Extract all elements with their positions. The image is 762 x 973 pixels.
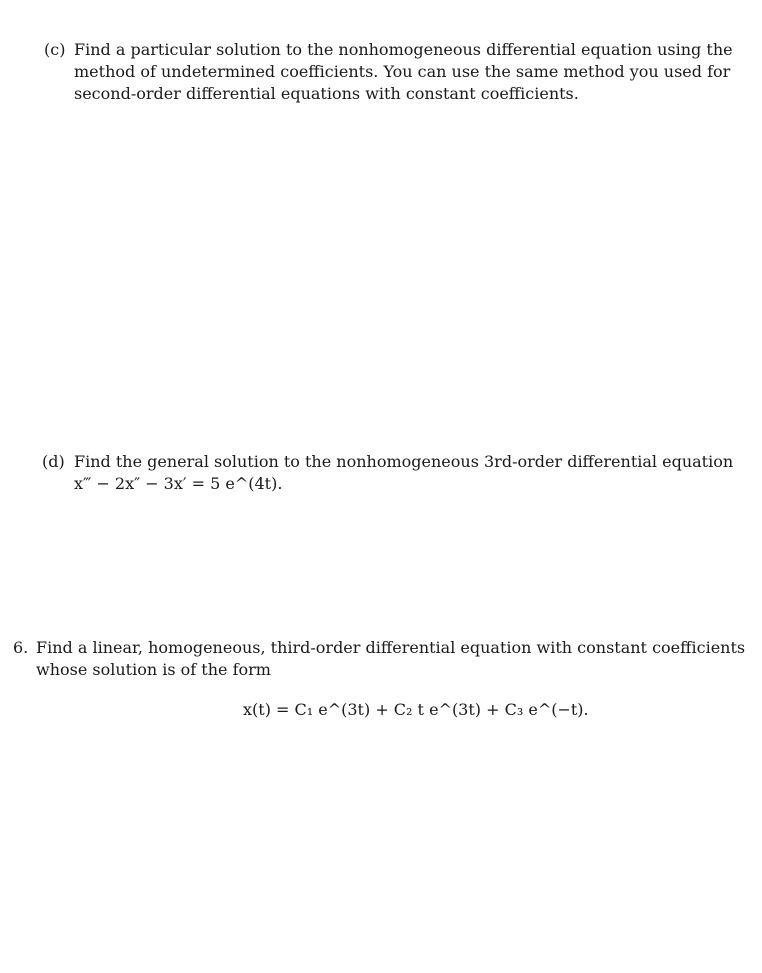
problem-6	[13, 637, 746, 727]
part-c	[44, 39, 733, 105]
part-d-equation: x‴ − 2x″ − 3x′ = 5 e^(4t).	[74, 474, 283, 493]
part-c-label: (c)	[44, 40, 66, 59]
part-c-line-3: second-order differential equations with constant coefficients.	[74, 84, 579, 103]
part-c-line-2: method of undetermined coefficients. You can use the same method you used for	[74, 62, 731, 81]
problem-6-line-1: Find a linear, homogeneous, third-order differential equation with constant coefficients	[36, 638, 746, 657]
part-d-line-1: Find the general solution to the nonhomogeneous 3rd-order differential equation	[74, 452, 734, 471]
part-d	[42, 451, 734, 499]
problem-6-line-2: whose solution is of the form	[36, 660, 271, 679]
part-c-line-1: Find a particular solution to the nonhomogeneous differential equation using the	[74, 40, 733, 59]
problem-6-label: 6.	[13, 638, 29, 657]
part-d-label: (d)	[42, 452, 65, 471]
problem-6-equation: x(t) = C₁ e^(3t) + C₂ t e^(3t) + C₃ e^(−t).	[243, 700, 589, 719]
